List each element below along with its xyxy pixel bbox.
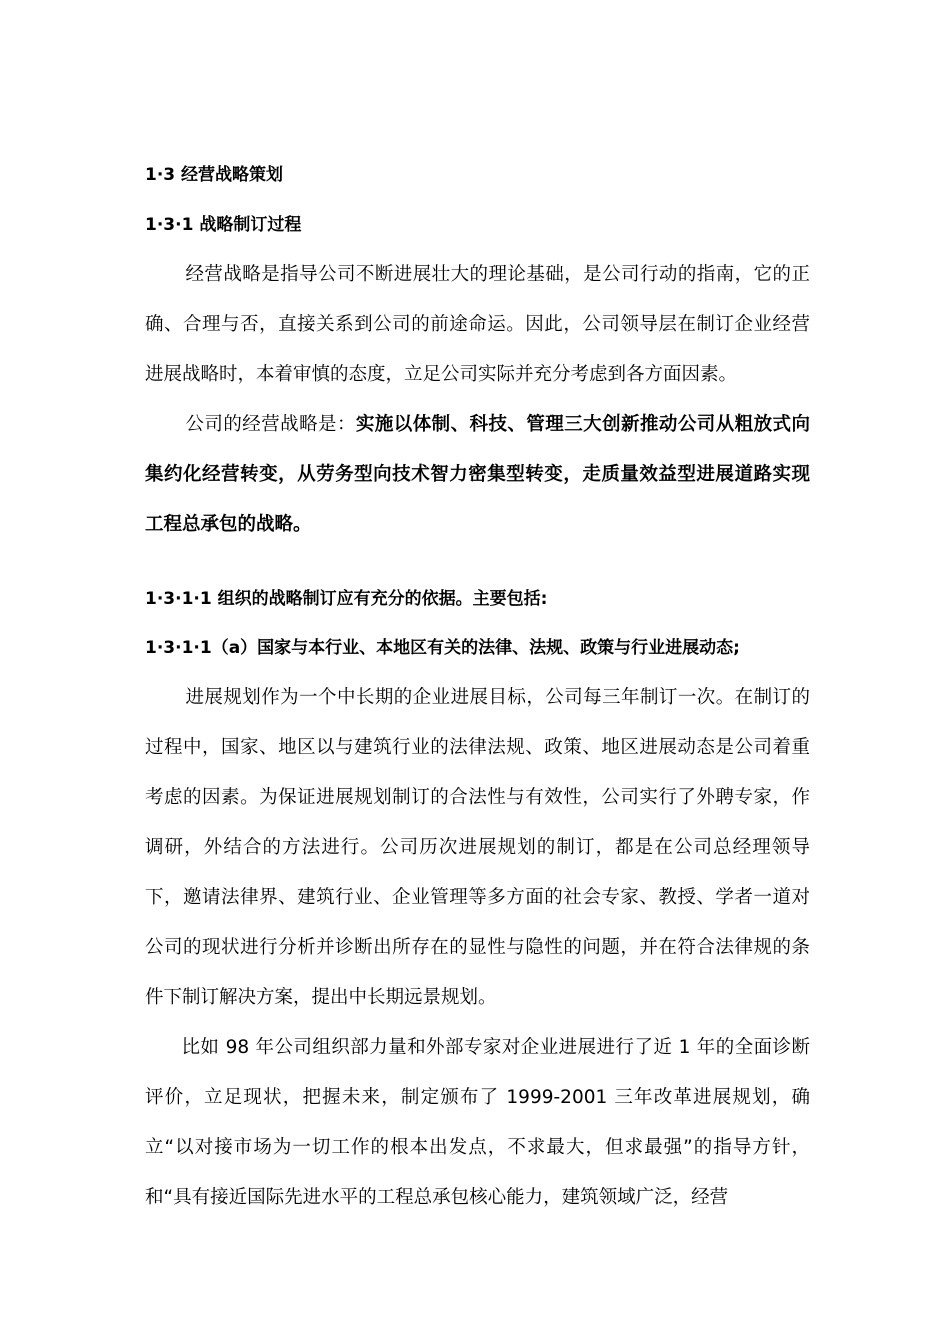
paragraph-strategy-intro-text: 经营战略是指导公司不断进展壮大的理论基础，是公司行动的指南，它的正确、合理与否，直接关系到公司的前途命运。因此，公司领导层在制订企业经营进展战略时，本着审慎的态度，立足公司实际并充分考虑到各方面因素。 <box>145 264 810 385</box>
strategy-statement: 实施以体制、科技、管理三大创新推动公司从粗放式向集约化经营转变，从劳务型向技术智力密集型转变，走质量效益型进展道路实现工程总承包的战略。 <box>145 414 810 535</box>
paragraph-business-strategy <box>145 400 810 550</box>
paragraph-strategy-intro <box>145 250 810 400</box>
strategy-prefix: 公司的经营战略是： <box>185 414 356 435</box>
paragraph-example-1998-text: 比如 98 年公司组织部力量和外部专家对企业进展进行了近 1 年的全面诊断评价，立足现状，把握未来，制定颁布了 1999-2001 三年改革进展规划，确立“以对接市场为一切工作的根本出发点，不求最大，但求最强”的指导方针，和“具有接近国际先进水平的工程总承包核心能力，建筑领域广泛，经营 <box>145 1037 810 1208</box>
paragraph-example-1998 <box>145 1023 810 1223</box>
section-heading-1-3-1-1a: 1·3·1·1（a）国家与本行业、本地区有关的法律、法规、政策与行业进展动态; <box>145 638 740 658</box>
paragraph-development-planning <box>145 673 810 1023</box>
paragraph-development-planning-text: 进展规划作为一个中长期的企业进展目标，公司每三年制订一次。在制订的过程中，国家、地区以与建筑行业的法律法规、政策、地区进展动态是公司着重考虑的因素。为保证进展规划制订的合法性与有效性，公司实行了外聘专家，作调研，外结合的方法进行。公司历次进展规划的制订，都是在公司总经理领导下，邀请法律界、建筑行业、企业管理等多方面的社会专家、教授、学者一道对公司的现状进行分析并诊断出所存在的显性与隐性的问题，并在符合法律规的条件下制订解决方案，提出中长期远景规划。 <box>145 687 810 1008</box>
section-heading-1-3-1-1: 1·3·1·1 组织的战略制订应有充分的依据。主要包括: <box>145 589 548 609</box>
section-heading-1-3-1: 1·3·1 战略制订过程 <box>145 215 302 235</box>
section-heading-1-3: 1·3 经营战略策划 <box>145 165 284 185</box>
